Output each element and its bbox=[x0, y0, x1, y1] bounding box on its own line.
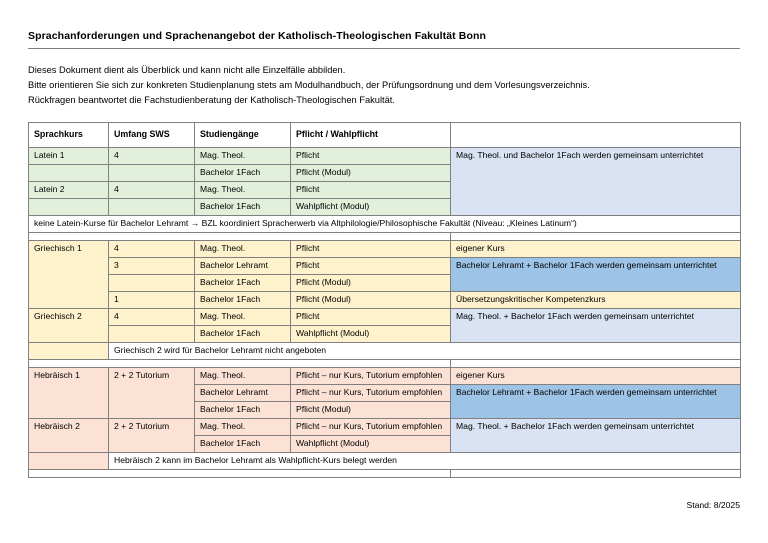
cell-bemerkung: eigener Kurs bbox=[451, 368, 741, 385]
cell-studiengang: Bachelor 1Fach bbox=[195, 199, 291, 216]
cell-studiengang: Bachelor 1Fach bbox=[195, 326, 291, 343]
section-spacer bbox=[29, 360, 741, 368]
cell-pflicht: Wahlpflicht (Modul) bbox=[291, 326, 451, 343]
cell-bemerkung: Mag. Theol. und Bachelor 1Fach werden gemeinsam unterrichtet bbox=[451, 148, 741, 216]
cell-studiengang: Mag. Theol. bbox=[195, 419, 291, 436]
cell-pflicht: Pflicht bbox=[291, 182, 451, 199]
cell-bemerkung: Mag. Theol. + Bachelor 1Fach werden gemeinsam unterrichtet bbox=[451, 309, 741, 343]
cell-bemerkung: Mag. Theol. + Bachelor 1Fach werden gemeinsam unterrichtet bbox=[451, 419, 741, 453]
cell-pflicht: Wahlpflicht (Modul) bbox=[291, 199, 451, 216]
intro-line-3: Rückfragen beantwortet die Fachstudienberatung der Katholisch-Theologischen Fakultät. bbox=[28, 95, 395, 106]
column-header-sprachkurs: Sprachkurs bbox=[29, 123, 109, 148]
cell-umfang-sws: 2 + 2 Tutorium bbox=[109, 419, 195, 453]
cell-pflicht: Pflicht (Modul) bbox=[291, 292, 451, 309]
section-spacer bbox=[29, 233, 741, 241]
footnote-hebraeisch: Hebräisch 2 kann im Bachelor Lehramt als Wahlpflicht-Kurs belegt werden bbox=[109, 453, 741, 470]
intro-line-1: Dieses Dokument dient als Überblick und kann nicht alle Einzelfälle abbilden. bbox=[28, 65, 346, 76]
cell-pflicht: Pflicht bbox=[291, 241, 451, 258]
cell-umfang-sws bbox=[109, 199, 195, 216]
cell-sprachkurs: Griechisch 2 bbox=[29, 309, 109, 343]
page-title: Sprachanforderungen und Sprachenangebot der Katholisch-Theologischen Fakultät Bonn bbox=[28, 30, 486, 42]
table-row bbox=[29, 258, 741, 275]
section-spacer-bottom bbox=[29, 470, 741, 478]
cell-pflicht: Pflicht bbox=[291, 258, 451, 275]
cell-pflicht: Pflicht – nur Kurs, Tutorium empfohlen bbox=[291, 419, 451, 436]
cell-pflicht: Pflicht – nur Kurs, Tutorium empfohlen bbox=[291, 368, 451, 385]
cell-umfang-sws: 4 bbox=[109, 309, 195, 326]
table-row bbox=[29, 241, 741, 258]
cell-pflicht: Pflicht (Modul) bbox=[291, 275, 451, 292]
table-row bbox=[29, 148, 741, 165]
cell-pflicht: Pflicht bbox=[291, 148, 451, 165]
cell-sprachkurs bbox=[29, 199, 109, 216]
cell-umfang-sws bbox=[109, 165, 195, 182]
cell-bemerkung: eigener Kurs bbox=[451, 241, 741, 258]
table-row bbox=[29, 419, 741, 436]
document-footer: Stand: 8/2025 bbox=[686, 500, 740, 511]
cell-studiengang: Bachelor 1Fach bbox=[195, 275, 291, 292]
cell-umfang-sws bbox=[109, 326, 195, 343]
cell-studiengang: Mag. Theol. bbox=[195, 148, 291, 165]
footnote-latein: keine Latein-Kurse für Bachelor Lehramt → BZL koordiniert Spracherwerb via Altphilologie/Philosophische Fakultät (Niveau: „Kleines Latinum“) bbox=[29, 216, 741, 233]
cell-sprachkurs: Griechisch 1 bbox=[29, 241, 109, 309]
column-header-studiengaenge: Studiengänge bbox=[195, 123, 291, 148]
cell-pflicht: Pflicht (Modul) bbox=[291, 402, 451, 419]
cell-sprachkurs-empty bbox=[29, 343, 109, 360]
cell-studiengang: Bachelor 1Fach bbox=[195, 436, 291, 453]
cell-umfang-sws: 4 bbox=[109, 182, 195, 199]
cell-umfang-sws: 1 bbox=[109, 292, 195, 309]
table-row bbox=[29, 292, 741, 309]
cell-pflicht: Pflicht (Modul) bbox=[291, 165, 451, 182]
cell-umfang-sws: 4 bbox=[109, 241, 195, 258]
intro-paragraph bbox=[28, 63, 740, 108]
cell-studiengang: Bachelor 1Fach bbox=[195, 292, 291, 309]
column-header-pflicht: Pflicht / Wahlpflicht bbox=[291, 123, 451, 148]
cell-pflicht: Wahlpflicht (Modul) bbox=[291, 436, 451, 453]
cell-sprachkurs-empty bbox=[29, 453, 109, 470]
cell-studiengang: Mag. Theol. bbox=[195, 241, 291, 258]
cell-sprachkurs: Hebräisch 2 bbox=[29, 419, 109, 453]
cell-studiengang: Mag. Theol. bbox=[195, 368, 291, 385]
title-divider bbox=[28, 48, 740, 49]
cell-umfang-sws: 2 + 2 Tutorium bbox=[109, 368, 195, 419]
column-header-bemerkung bbox=[451, 123, 741, 148]
column-header-umfang-sws: Umfang SWS bbox=[109, 123, 195, 148]
spacer-note-cell bbox=[451, 233, 741, 241]
cell-sprachkurs: Latein 1 bbox=[29, 148, 109, 165]
table-row bbox=[29, 309, 741, 326]
spacer-note-cell bbox=[451, 360, 741, 368]
cell-studiengang: Mag. Theol. bbox=[195, 182, 291, 199]
cell-studiengang: Bachelor Lehramt bbox=[195, 258, 291, 275]
cell-pflicht: Pflicht bbox=[291, 309, 451, 326]
footnote-griechisch: Griechisch 2 wird für Bachelor Lehramt nicht angeboten bbox=[109, 343, 741, 360]
spacer-cell bbox=[29, 233, 451, 241]
language-requirements-table bbox=[28, 122, 741, 478]
cell-studiengang: Mag. Theol. bbox=[195, 309, 291, 326]
table-footnote-row bbox=[29, 216, 741, 233]
cell-bemerkung: Übersetzungskritischer Kompetenzkurs bbox=[451, 292, 741, 309]
table-footnote-row bbox=[29, 343, 741, 360]
spacer-note-cell bbox=[451, 470, 741, 478]
table-header-row bbox=[29, 123, 741, 148]
cell-studiengang: Bachelor Lehramt bbox=[195, 385, 291, 402]
table-header bbox=[29, 123, 741, 148]
cell-sprachkurs: Hebräisch 1 bbox=[29, 368, 109, 419]
spacer-cell bbox=[29, 470, 451, 478]
cell-umfang-sws: 3 bbox=[109, 258, 195, 275]
spacer-cell bbox=[29, 360, 451, 368]
table-body bbox=[29, 148, 741, 478]
cell-sprachkurs: Latein 2 bbox=[29, 182, 109, 199]
cell-studiengang: Bachelor 1Fach bbox=[195, 165, 291, 182]
cell-bemerkung: Bachelor Lehramt + Bachelor 1Fach werden gemeinsam unterrichtet bbox=[451, 385, 741, 419]
cell-umfang-sws: 4 bbox=[109, 148, 195, 165]
cell-pflicht: Pflicht – nur Kurs, Tutorium empfohlen bbox=[291, 385, 451, 402]
intro-line-2: Bitte orientieren Sie sich zur konkreten Studienplanung stets am Modulhandbuch, der Prüfungsordnung und dem Vorlesungsverzeichnis. bbox=[28, 80, 590, 91]
cell-studiengang: Bachelor 1Fach bbox=[195, 402, 291, 419]
cell-umfang-sws bbox=[109, 275, 195, 292]
table-row bbox=[29, 368, 741, 385]
cell-sprachkurs bbox=[29, 165, 109, 182]
cell-bemerkung: Bachelor Lehramt + Bachelor 1Fach werden gemeinsam unterrichtet bbox=[451, 258, 741, 292]
table-footnote-row bbox=[29, 453, 741, 470]
